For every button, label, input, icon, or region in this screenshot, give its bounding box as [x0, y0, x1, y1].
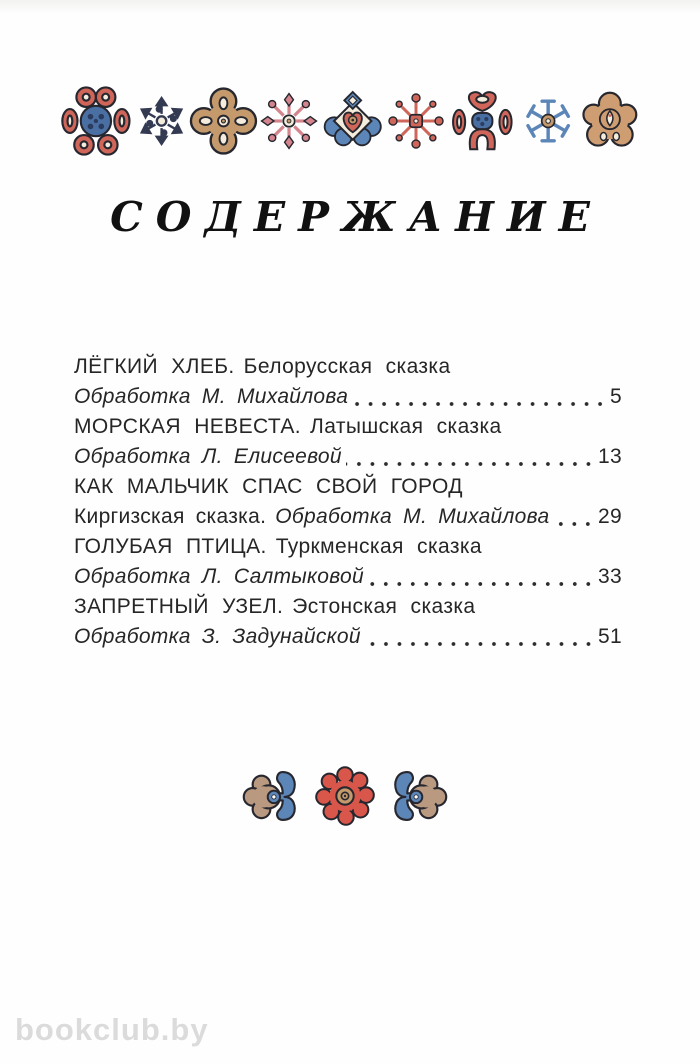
blue-diamond-heart-icon	[320, 83, 385, 159]
watermark: bookclub.by	[15, 1012, 209, 1047]
scan-edge-shadow	[0, 0, 700, 14]
dot-leader	[346, 442, 595, 472]
pink-snowflake-icon	[258, 85, 320, 157]
red-spoke-star-icon	[385, 85, 447, 157]
story-prefix: Киргизская сказка.	[74, 505, 267, 528]
top-ornament-border	[58, 82, 642, 160]
blue-snowflake-icon	[518, 86, 578, 156]
story-title: ЛЁГКИЙ ХЛЕБ.	[74, 355, 235, 378]
story-credit: Обработка З. Задунайской	[74, 625, 361, 648]
dot-leader	[553, 502, 595, 532]
toc-entry	[74, 352, 622, 412]
story-credit: Обработка М. Михайлова	[74, 385, 349, 408]
story-credit: Обработка Л. Елисеевой	[74, 445, 342, 468]
page-number: 51	[598, 625, 622, 648]
story-subtitle: Латышская сказка	[310, 415, 502, 438]
story-title: КАК МАЛЬЧИК СПАС СВОЙ ГОРОД	[74, 475, 463, 498]
page-title: СОДЕРЖАНИЕ	[110, 193, 603, 242]
page-number: 13	[598, 445, 622, 468]
toc-entry	[74, 532, 622, 592]
table-of-contents	[74, 352, 622, 652]
red-daisy-icon	[312, 764, 378, 828]
story-title: ЗАПРЕТНЫЙ УЗЕЛ.	[74, 595, 284, 618]
story-subtitle: Белорусская сказка	[243, 355, 451, 378]
dot-leader	[365, 622, 595, 652]
toc-entry	[74, 412, 622, 472]
story-title: ГОЛУБАЯ ПТИЦА.	[74, 535, 267, 558]
bottom-ornament	[242, 764, 448, 828]
dot-leader	[352, 382, 607, 412]
page-number: 33	[598, 565, 622, 588]
story-credit: Обработка М. Михайлова	[275, 505, 550, 528]
tan-flower-blue-hook-right-icon	[386, 765, 448, 827]
page-number: 5	[610, 385, 622, 408]
red-blue-medallion-icon	[447, 83, 518, 159]
tan-poppy-icon	[578, 84, 642, 158]
story-subtitle: Эстонская сказка	[292, 595, 476, 618]
toc-entry	[74, 592, 622, 652]
tan-quatrefoil-icon	[189, 83, 258, 159]
story-title: МОРСКАЯ НЕВЕСТА.	[74, 415, 302, 438]
toc-entry	[74, 472, 622, 532]
story-credit: Обработка Л. Салтыковой	[74, 565, 364, 588]
tan-flower-blue-hook-left-icon	[242, 765, 304, 827]
dot-leader	[368, 562, 595, 592]
page-number: 29	[598, 505, 622, 528]
red-blue-rosette-icon	[58, 83, 134, 159]
story-subtitle: Туркменская сказка	[275, 535, 483, 558]
navy-spoke-star-icon	[134, 86, 189, 156]
